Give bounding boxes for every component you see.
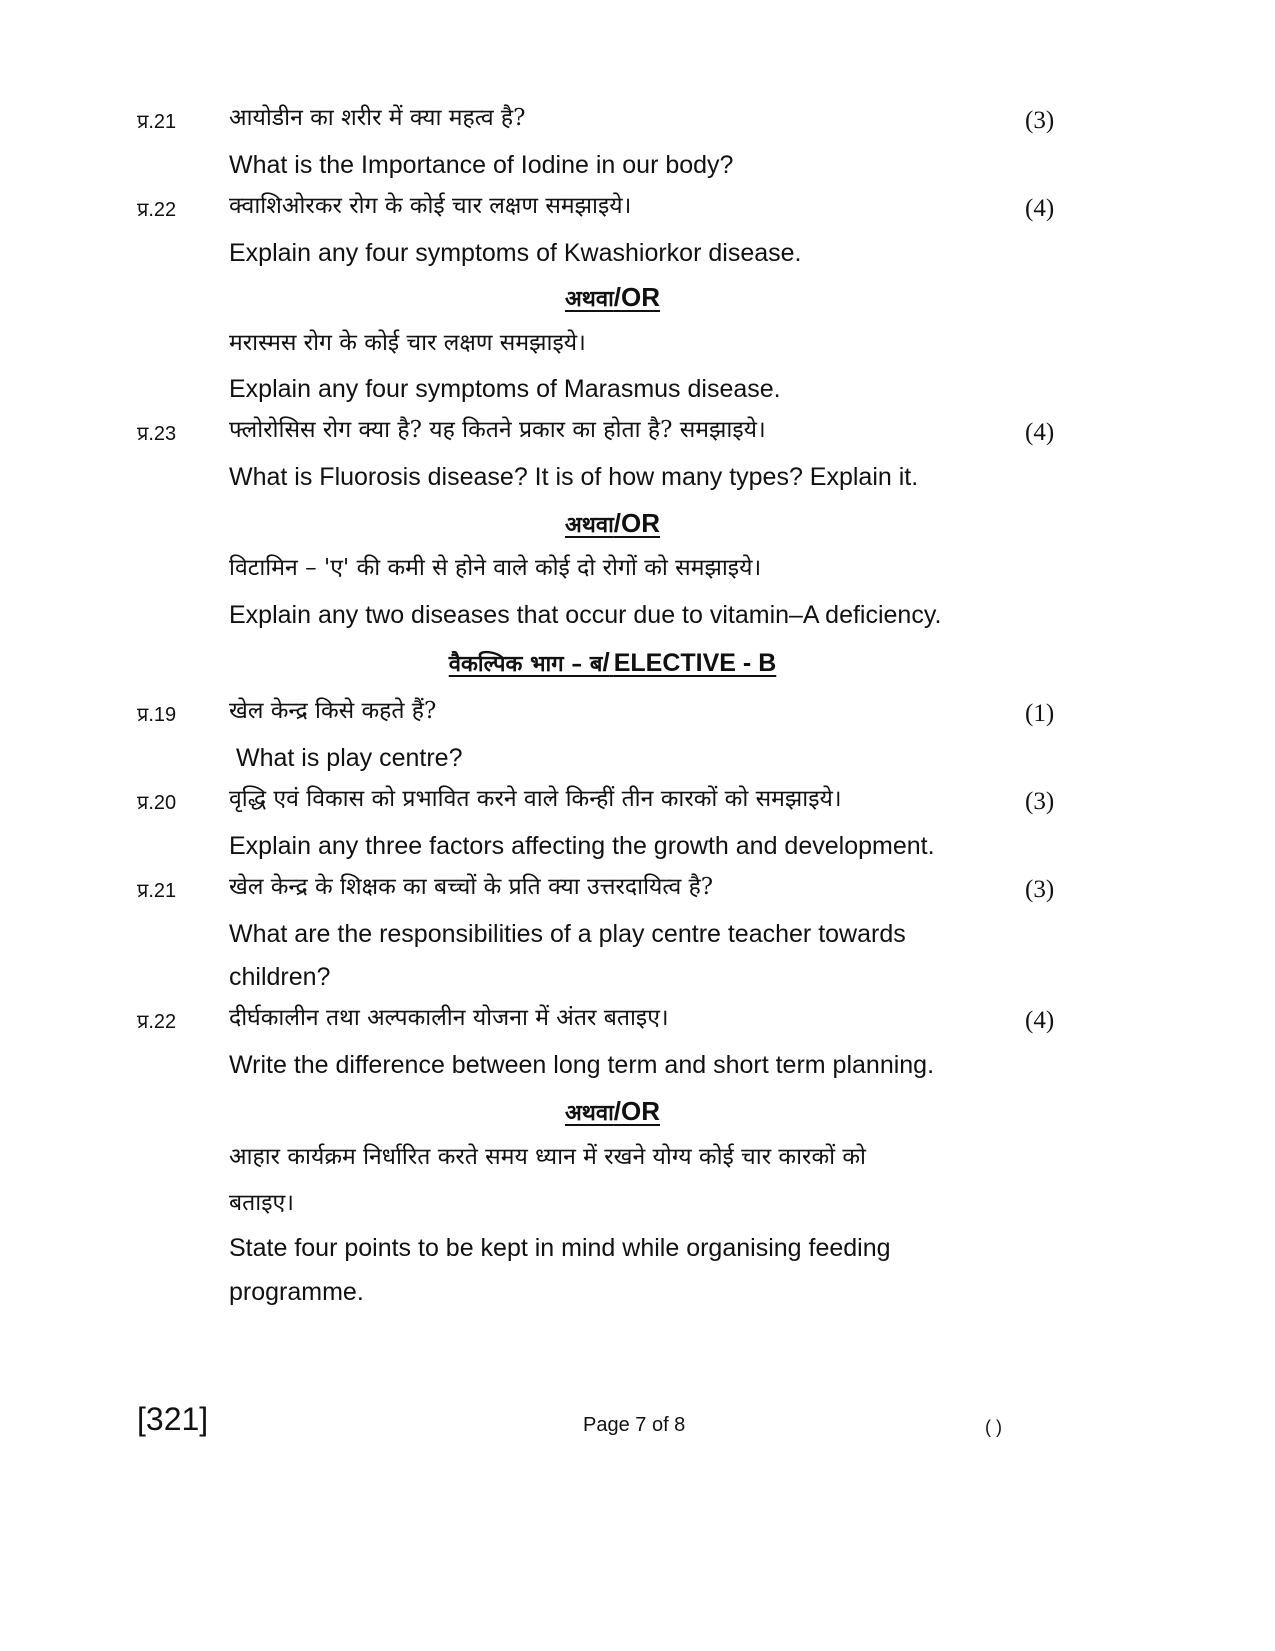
question-marks: (4) xyxy=(1025,419,1055,446)
or-english: OR xyxy=(621,1096,661,1126)
or-slash: / xyxy=(613,1096,622,1126)
question-english: What are the responsibilities of a play centre teacher towards xyxy=(229,920,906,948)
question-hindi: खेल केन्द्र किसे कहते हैं? xyxy=(229,698,437,724)
question-marks: (3) xyxy=(1025,107,1055,134)
question-number: प्र.19 xyxy=(137,704,177,726)
question-english: Write the difference between long term and short term planning. xyxy=(229,1051,935,1079)
question-number: प्र.21 xyxy=(137,880,177,902)
or-question-hindi: आहार कार्यक्रम निर्धारित करते समय ध्यान में रखने योग्य कोई चार कारकों को xyxy=(229,1144,867,1170)
question-hindi: आयोडीन का शरीर में क्या महत्व है? xyxy=(229,105,526,131)
or-question-hindi: विटामिन – 'ए' की कमी से होने वाले कोई दो रोगों को समझाइये। xyxy=(229,555,762,581)
question-english: Explain any three factors affecting the growth and development. xyxy=(229,832,935,860)
question-english: What is play centre? xyxy=(236,744,463,772)
question-marks: (1) xyxy=(1025,700,1055,727)
question-number: प्र.21 xyxy=(137,111,177,133)
question-marks: (4) xyxy=(1025,195,1055,222)
or-question-english: Explain any two diseases that occur due to vitamin–A deficiency. xyxy=(229,601,942,629)
or-question-english: Explain any four symptoms of Marasmus disease. xyxy=(229,375,781,403)
or-heading xyxy=(0,1098,1225,1124)
elective-hindi: वैकल्पिक भाग – ब xyxy=(448,651,603,677)
question-english: What is the Importance of Iodine in our body? xyxy=(229,151,734,179)
or-heading xyxy=(0,510,1225,536)
or-slash: / xyxy=(613,282,622,312)
footer-parentheses: ( ) xyxy=(985,1417,1002,1437)
question-english: Explain any four symptoms of Kwashiorkor disease. xyxy=(229,239,802,267)
or-slash: / xyxy=(613,508,622,538)
question-hindi: फ्लोरोसिस रोग क्या है? यह कितने प्रकार का होता है? समझाइये। xyxy=(229,417,766,443)
or-heading xyxy=(0,284,1225,310)
question-hindi: खेल केन्द्र के शिक्षक का बच्चों के प्रति क्या उत्तरदायित्व है? xyxy=(229,874,714,900)
or-hindi: अथवा xyxy=(564,286,614,312)
question-number: प्र.20 xyxy=(137,792,177,814)
or-hindi: अथवा xyxy=(564,512,614,538)
page-number: Page 7 of 8 xyxy=(583,1414,686,1436)
question-number: प्र.22 xyxy=(137,1011,177,1033)
question-marks: (3) xyxy=(1025,876,1055,903)
question-hindi: वृद्धि एवं विकास को प्रभावित करने वाले किन्हीं तीन कारकों को समझाइये। xyxy=(229,786,842,812)
question-hindi: दीर्घकालीन तथा अल्पकालीन योजना में अंतर बताइए। xyxy=(229,1005,669,1031)
question-number: प्र.23 xyxy=(137,423,177,445)
question-marks: (4) xyxy=(1025,1007,1055,1034)
question-hindi: क्वाशिओरकर रोग के कोई चार लक्षण समझाइये। xyxy=(229,193,632,219)
or-question-hindi: बताइए। xyxy=(229,1190,294,1216)
question-number: प्र.22 xyxy=(137,199,177,221)
or-question-hindi: मरास्मस रोग के कोई चार लक्षण समझाइये। xyxy=(229,330,586,356)
elective-english: ELECTIVE - B xyxy=(613,649,777,677)
or-english: OR xyxy=(621,282,661,312)
or-question-english: programme. xyxy=(229,1278,364,1306)
or-english: OR xyxy=(621,508,661,538)
paper-code: [321] xyxy=(137,1401,209,1437)
elective-heading xyxy=(0,649,1225,676)
question-english: What is Fluorosis disease? It is of how many types? Explain it. xyxy=(229,463,919,491)
or-hindi: अथवा xyxy=(564,1100,614,1126)
question-marks: (3) xyxy=(1025,788,1055,815)
question-english: children? xyxy=(229,963,331,991)
or-question-english: State four points to be kept in mind while organising feeding xyxy=(229,1234,891,1262)
elective-slash: / xyxy=(602,647,610,677)
